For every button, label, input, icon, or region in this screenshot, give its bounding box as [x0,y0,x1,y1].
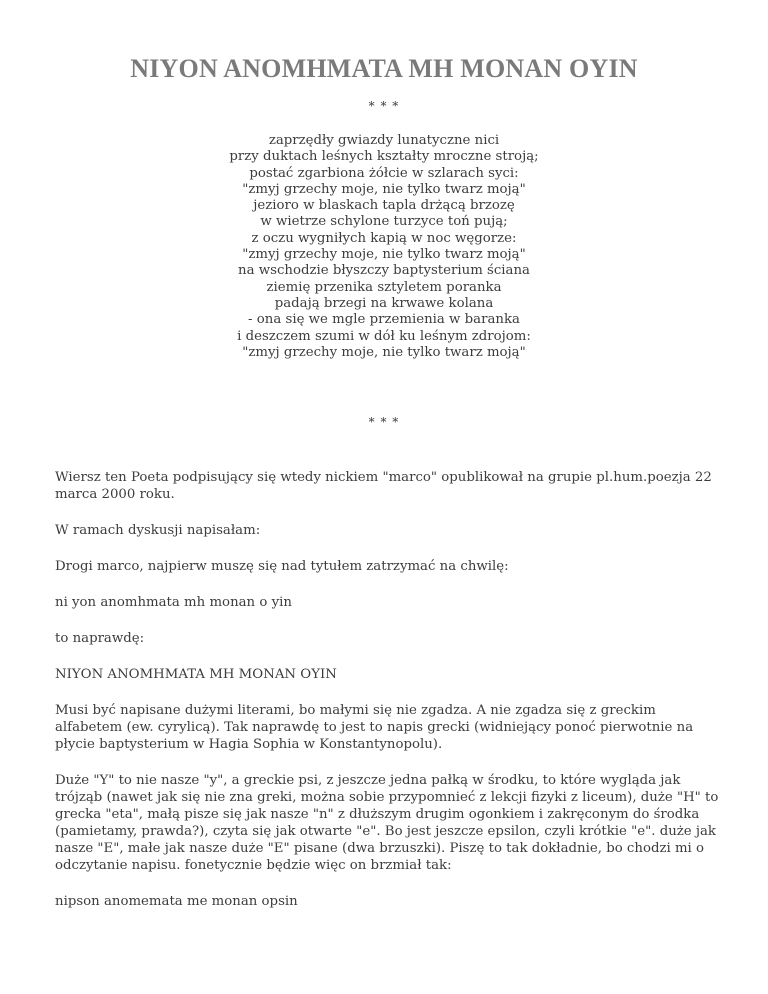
poem-line: w wietrze schylone turzyce toń pują; [260,214,508,230]
poem-line: ziemię przenika sztyletem poranka [266,279,502,295]
paragraph: NIYON ANOMHMATA MH MONAN OYIN [55,667,337,682]
paragraph: ni yon anomhmata mh monan o yin [55,595,292,610]
paragraph: to naprawdę: [55,631,145,646]
document-title: NIYON ANOMHMATA MH MONAN OYIN [130,54,638,83]
paragraph: Duże "Y" to nie nasze "y", a greckie psi, z jeszcze jedna pałką w środku, to które wygląda jak trójząb (nawet jak się nie zna greki, można sobie przypomnieć z lekcji fizyki z liceum), duże "H" to grecka "eta", małą pisze się jak nasze "n" z dłuższym drugim ogonkiem i zakręconym do środka (pamietamy, prawda?), czyta się jak otwarte "e". Bo jest jeszcze epsilon, czyli krótkie "e". duże jak nasze "E", małe jak nasze duże "E" pisane (dwa brzuszki). Piszę to tak dokładnie, bo chodzi mi o odczytanie napisu. fonetycznie będzie więc on brzmiał tak: [55,773,719,873]
separator-top: * * * [368,99,400,113]
paragraph: Wiersz ten Poeta podpisujący się wtedy nickiem "marco" opublikował na grupie pl.hum.poezja 22 marca 2000 roku. [55,470,712,502]
poem-line: zaprzędły gwiazdy lunatyczne nici [268,133,500,148]
poem-line: i deszczem szumi w dół ku leśnym zdrojom: [237,328,531,344]
poem-line: padają brzegi na krwawe kolana [274,295,494,311]
poem-line: przy duktach leśnych kształty mroczne stroją; [229,149,539,165]
poem-line: postać zgarbiona żółcie w szlarach syci: [249,165,519,181]
paragraph: Musi być napisane dużymi literami, bo małymi się nie zgadza. A nie zgadza się z greckim alfabetem (ew. cyrylicą). Tak naprawdę to jest to napis grecki (widniejący ponoć pierwotnie na płycie baptysterium w Hagia Sophia w Konstantynopolu). [55,703,694,752]
poem [0,133,768,361]
commentary [55,469,721,929]
poem-line: "zmyj grzechy moje, nie tylko twarz moją" [242,247,526,263]
poem-line: "zmyj grzechy moje, nie tylko twarz moją" [242,181,526,197]
paragraph: Drogi marco, najpierw muszę się nad tytułem zatrzymać na chwilę: [55,559,509,574]
separator-bottom: * * * [368,415,400,429]
poem-line: "zmyj grzechy moje, nie tylko twarz moją" [242,344,526,360]
poem-line: na wschodzie błyszczy baptysterium ściana [238,263,530,279]
poem-line: z oczu wygniłych kapią w noc węgorze: [251,230,517,246]
paragraph: nipson anomemata me monan opsin [55,894,298,909]
poem-line: jezioro w blaskach tapla drżącą brzozę [253,198,515,214]
paragraph: W ramach dyskusji napisałam: [55,523,261,538]
poem-line: - ona się we mgle przemienia w baranka [248,312,520,328]
